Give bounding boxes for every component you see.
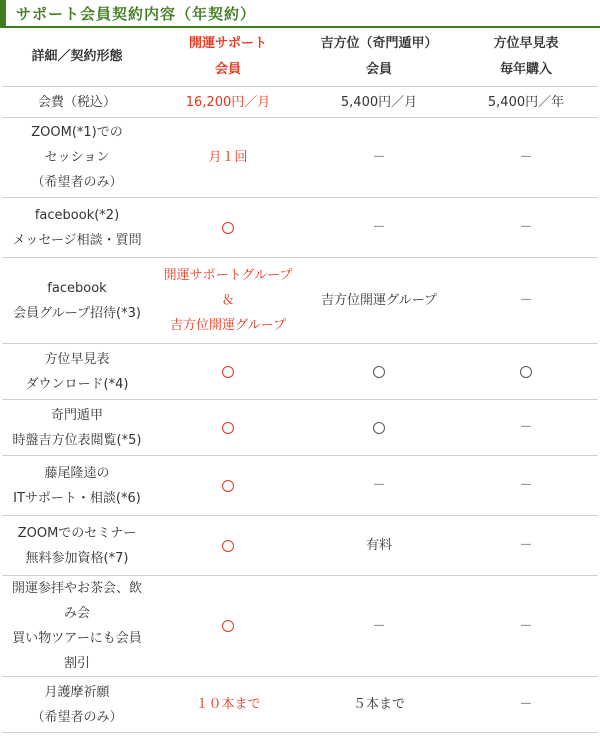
row-label-line: メッセージ相談・質問 xyxy=(12,232,142,248)
row-label xyxy=(2,456,152,516)
row-label-line: 割引 xyxy=(63,656,90,671)
cell-text: － xyxy=(519,697,533,712)
row-label-line: facebook xyxy=(47,280,107,296)
cell-b xyxy=(304,258,454,344)
cell-a xyxy=(152,87,304,118)
table-row xyxy=(2,258,598,344)
cell-c xyxy=(454,118,598,198)
row-label xyxy=(2,677,152,733)
row-label-line: み会 xyxy=(63,606,90,621)
cell-c xyxy=(454,258,598,344)
cell-text: 月１回 xyxy=(208,150,248,165)
circle-mark-icon xyxy=(222,422,234,434)
row-label-line: facebook(*2) xyxy=(34,207,120,223)
table-row xyxy=(2,198,598,258)
row-label xyxy=(2,516,152,576)
cell-text: 吉方位開運グループ xyxy=(321,293,437,308)
row-label-line: 方位早見表 xyxy=(44,351,110,367)
row-label-line: （希望者のみ） xyxy=(31,175,123,190)
circle-mark-icon xyxy=(222,540,234,552)
cell-text: － xyxy=(372,220,386,235)
row-label xyxy=(2,576,152,677)
cell-c xyxy=(454,198,598,258)
cell-text: １０本まで xyxy=(195,697,261,712)
header-line: 方位早見表 xyxy=(493,36,559,51)
circle-mark-icon xyxy=(222,620,234,632)
table-body xyxy=(2,87,598,733)
cell-b xyxy=(304,456,454,516)
cell-b xyxy=(304,198,454,258)
cell-text: － xyxy=(519,220,533,235)
cell-c xyxy=(454,456,598,516)
header-line: 吉方位（奇門遁甲） xyxy=(320,36,438,51)
circle-mark-icon xyxy=(373,366,385,378)
row-label xyxy=(2,198,152,258)
header-line: 会員 xyxy=(365,62,392,77)
cell-b xyxy=(304,677,454,733)
row-label xyxy=(2,400,152,456)
cell-a xyxy=(152,576,304,677)
table-row xyxy=(2,344,598,400)
row-label-line: （希望者のみ） xyxy=(31,709,123,725)
cell-b xyxy=(304,576,454,677)
cell-b xyxy=(304,87,454,118)
cell-c xyxy=(454,344,598,400)
table-row xyxy=(2,87,598,118)
plan-comparison-table xyxy=(2,28,598,733)
row-label-line: 無料参加資格(*7) xyxy=(25,550,129,566)
circle-mark-icon xyxy=(222,222,234,234)
cell-text: ５本まで xyxy=(352,697,405,712)
row-label-line: ZOOM(*1)での xyxy=(31,125,123,140)
cell-text: － xyxy=(519,420,533,435)
row-label xyxy=(2,258,152,344)
cell-text: － xyxy=(372,618,386,634)
cell-a xyxy=(152,344,304,400)
cell-a xyxy=(152,456,304,516)
row-label-line: 藤尾隆逵の xyxy=(44,465,110,481)
cell-c xyxy=(454,516,598,576)
table-row xyxy=(2,456,598,516)
cell-a xyxy=(152,258,304,344)
row-label-line: 月護摩祈願 xyxy=(44,684,110,700)
header-houi-hayamihyou xyxy=(454,28,598,87)
cell-a xyxy=(152,198,304,258)
row-label xyxy=(2,344,152,400)
header-line: 開運サポート xyxy=(188,36,267,51)
cell-text: － xyxy=(372,478,386,493)
cell-a xyxy=(152,400,304,456)
cell-text: 5,400円／年 xyxy=(487,94,565,110)
cell-a xyxy=(152,677,304,733)
cell-text: － xyxy=(519,150,533,165)
header-line: 詳細／契約形態 xyxy=(31,49,123,64)
table-row xyxy=(2,400,598,456)
cell-text: － xyxy=(519,478,533,493)
cell-b xyxy=(304,400,454,456)
circle-mark-icon xyxy=(373,422,385,434)
cell-b xyxy=(304,344,454,400)
cell-c xyxy=(454,576,598,677)
table-row xyxy=(2,576,598,677)
cell-b xyxy=(304,118,454,198)
cell-c xyxy=(454,400,598,456)
circle-mark-icon xyxy=(222,480,234,492)
row-label-line: 会費（税込） xyxy=(37,94,116,110)
cell-c xyxy=(454,87,598,118)
row-label-line: 買い物ツアーにも会員 xyxy=(12,631,142,646)
cell-text: 吉方位開運グループ xyxy=(170,318,286,333)
row-label-line: ITサポート・相談(*6) xyxy=(13,490,141,506)
cell-text: － xyxy=(519,618,533,634)
cell-text: － xyxy=(372,150,386,165)
cell-b xyxy=(304,516,454,576)
header-line: 会員 xyxy=(214,62,241,77)
section-heading-text: サポート会員契約内容（年契約） xyxy=(16,4,257,23)
cell-text: － xyxy=(519,293,533,308)
cell-a xyxy=(152,516,304,576)
cell-a xyxy=(152,118,304,198)
cell-text: 5,400円／月 xyxy=(340,94,418,110)
row-label-line: 開運参拝やお茶会、飲 xyxy=(11,581,142,596)
row-label-line: 時盤吉方位表閲覧(*5) xyxy=(12,432,142,448)
table-row xyxy=(2,118,598,198)
row-label-line: ZOOMでのセミナー xyxy=(17,525,137,541)
cell-text: 16,200円／月 xyxy=(185,94,271,110)
table-header-row xyxy=(2,28,598,87)
row-label-line: セッション xyxy=(44,150,110,165)
cell-text: 有料 xyxy=(365,538,392,553)
cell-c xyxy=(454,677,598,733)
table-row xyxy=(2,516,598,576)
row-label-line: 会員グループ招待(*3) xyxy=(13,305,141,321)
circle-mark-icon xyxy=(222,366,234,378)
cell-text: 開運サポートグループ xyxy=(163,268,293,283)
row-label xyxy=(2,87,152,118)
header-kippoui-member xyxy=(304,28,454,87)
table-row xyxy=(2,677,598,733)
header-line: 毎年購入 xyxy=(499,62,552,77)
row-label-line: ダウンロード(*4) xyxy=(25,376,129,392)
cell-text: ＆ xyxy=(221,293,235,308)
row-label xyxy=(2,118,152,198)
header-kaiun-support-member xyxy=(152,28,304,87)
circle-mark-icon xyxy=(520,366,532,378)
section-heading xyxy=(0,0,600,28)
cell-text: － xyxy=(519,538,533,553)
row-label-line: 奇門遁甲 xyxy=(50,407,103,423)
header-details xyxy=(2,28,152,87)
